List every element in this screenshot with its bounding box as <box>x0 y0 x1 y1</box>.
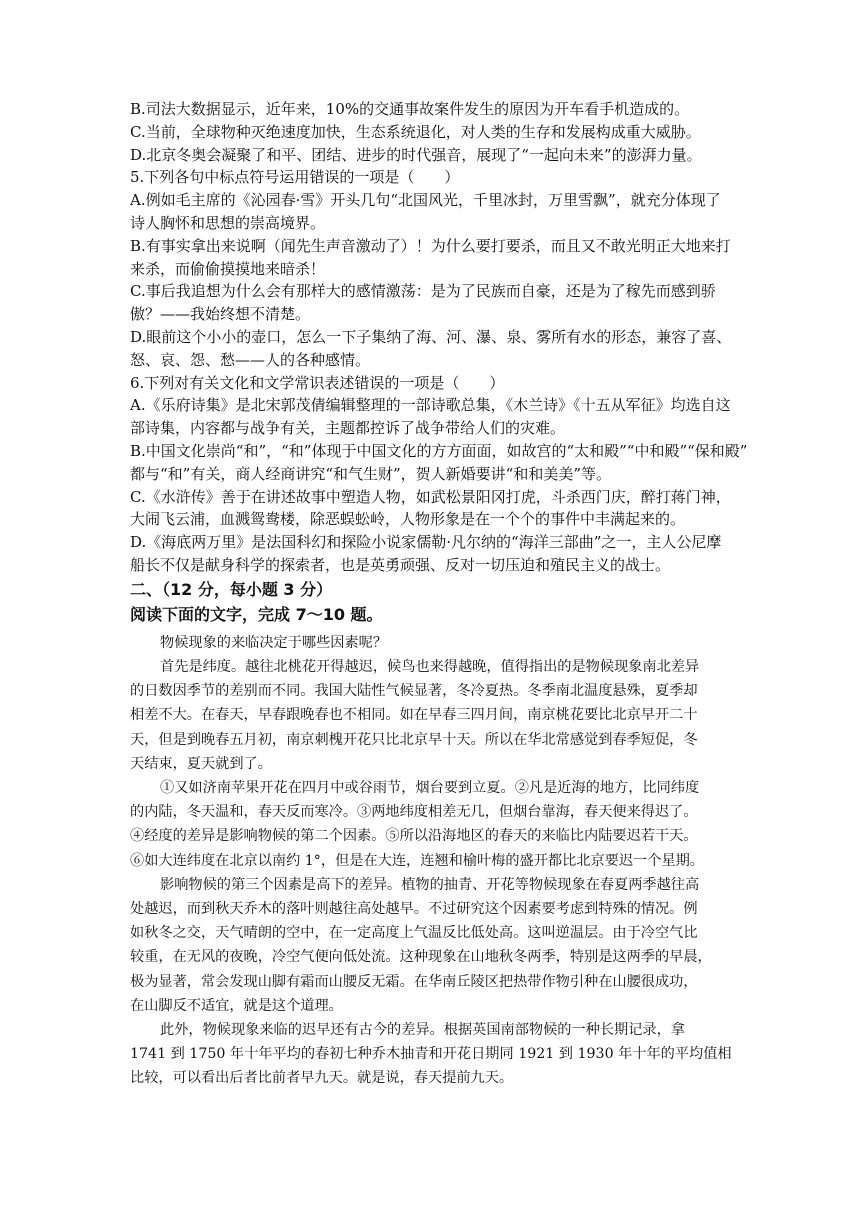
q6-stem: 6.下列对有关文化和文学常识表述错误的一项是（ ） <box>130 373 505 392</box>
q6-option-line: 大闹飞云浦，血溅鸳鸯楼，除恶蜈蚣岭，人物形象是在一个个的事件中丰满起来的。 <box>130 510 686 529</box>
document-body <box>130 98 748 1091</box>
passage-line: 的日数因季节的差别而不同。我国大陆性气候显著，冬冷夏热。冬季南北温度悬殊，夏季却 <box>130 683 698 700</box>
q5-option-line: 傲？——我始终想不清楚。 <box>130 305 311 324</box>
passage-line: 相差不大。在春天，早春跟晚春也不相同。如在早春三四月间，南京桃花要比北京早开二十 <box>130 707 698 724</box>
q5-option-line: D.眼前这个小小的壶口，怎么一下子集纳了海、河、瀑、泉、雾所有水的形态，兼容了喜、 <box>130 327 732 346</box>
passage-line: 处越迟，而到秋天乔木的落叶则越往高处越早。不过研究这个因素要考虑到特殊的情况。例 <box>130 900 698 917</box>
q5-stem: 5.下列各句中标点符号运用错误的一项是（ ） <box>130 168 460 187</box>
passage-title: 物候现象的来临决定于哪些因素呢？ <box>160 634 388 651</box>
passage-line: ④经度的差异是影响物候的第二个因素。⑤所以沿海地区的春天的来临比内陆要迟若干天。 <box>130 828 698 845</box>
passage-line: 比较，可以看出后者比前者早九天。就是说，春天提前九天。 <box>130 1070 514 1087</box>
passage-line: 首先是纬度。越往北桃花开得越迟，候鸟也来得越晚，值得指出的是物候现象南北差异 <box>160 658 700 675</box>
q5-option-line: C.事后我追想为什么会有那样大的感情激荡：是为了民族而自豪，还是为了稼先而感到骄 <box>130 282 716 301</box>
q4-option-d: D.北京冬奥会凝聚了和平、团结、进步的时代强音，展现了“一起向未来”的澎湃力量。 <box>130 145 702 164</box>
passage-line: 影响物候的第三个因素是高下的差异。植物的抽青、开花等物候现象在春夏两季越往高 <box>160 876 700 893</box>
passage-line: 极为显著，常会发现山脚有霜而山腰反无霜。在华南丘陵区把热带作物引种在山腰很成功， <box>130 973 698 990</box>
passage-line: 1741 到 1750 年十年平均的春初七种乔木抽青和开花日期同 1921 到 1930 年十年的平均值相 <box>130 1046 732 1063</box>
q5-option-line: A.例如毛主席的《沁园春·雪》开头几句“北国风光，千里冰封，万里雪飘”，就充分体现了 <box>130 191 721 210</box>
q5-option-line: 怒、哀、怨、愁——人的各种感情。 <box>130 350 371 369</box>
passage-line: 在山脚反不适宜，就是这个道理。 <box>130 997 343 1014</box>
q5-option-line: 来杀，而偷偷摸摸地来暗杀！ <box>130 259 326 278</box>
q6-option-line: B.中国文化崇尚“和”，“和”体现于中国文化的方方面面，如故宫的“太和殿”“中和殿”“保和殿” <box>130 441 748 460</box>
passage-line: ⑥如大连纬度在北京以南约 1°，但是在大连，连翘和榆叶梅的盛开都比北京要迟一个星期。 <box>130 852 704 869</box>
q6-option-line: 部诗集，内容都与战争有关，主题都控诉了战争带给人们的灾难。 <box>130 419 566 438</box>
passage-line: ①又如济南苹果开花在四月中或谷雨节，烟台要到立夏。②凡是近海的地方，比同纬度 <box>160 779 700 796</box>
passage-line: 如秋冬之交，天气晴朗的空中，在一定高度上气温反比低处高。这叫逆温层。由于冷空气比 <box>130 925 698 942</box>
q4-option-b: B.司法大数据显示，近年来，10%的交通事故案件发生的原因为开车看手机造成的。 <box>130 100 690 118</box>
passage-line: 此外，物候现象来临的迟早还有古今的差异。根据英国南部物候的一种长期记录，拿 <box>160 1021 685 1038</box>
q5-option-line: 诗人胸怀和思想的崇高境界。 <box>130 213 326 232</box>
q6-option-line: 船长不仅是献身科学的探索者，也是英勇顽强、反对一切压迫和殖民主义的战士。 <box>130 555 671 574</box>
passage-line: 天，但是到晚春五月初，南京刺槐开花只比北京早十天。所以在华北常感觉到春季短促，冬 <box>130 731 698 748</box>
reading-instruction: 阅读下面的文字，完成 7～10 题。 <box>130 604 383 624</box>
passage-line: 较重，在无风的夜晚，冷空气便向低处流。这种现象在山地秋冬两季，特别是这两季的早晨， <box>130 949 712 966</box>
q4-option-c: C.当前，全球物种灭绝速度加快，生态系统退化，对人类的生存和发展构成重大威胁。 <box>130 122 701 141</box>
q6-option-line: C.《水浒传》善于在讲述故事中塑造人物，如武松景阳冈打虎，斗杀西门庆，醉打蒋门神， <box>130 487 731 506</box>
q6-option-line: A.《乐府诗集》是北宋郭茂倩编辑整理的一部诗歌总集，《木兰诗》《十五从军征》均选自这 <box>130 396 731 415</box>
passage-line: 的内陆，冬天温和，春天反而寒冷。③两地纬度相差无几，但烟台靠海，春天便来得迟了。 <box>130 804 698 821</box>
q6-option-line: 都与“和”有关，商人经商讲究“和气生财”，贺人新婚要讲“和和美美”等。 <box>130 464 612 483</box>
section-heading: 二、（12 分，每小题 3 分） <box>130 579 333 599</box>
passage-line: 天结束，夏天就到了。 <box>130 755 272 772</box>
q6-option-line: D.《海底两万里》是法国科幻和探险小说家儒勒·凡尔纳的“海洋三部曲”之一，主人公尼摩 <box>130 533 722 552</box>
q5-option-line: B.有事实拿出来说啊（闻先生声音激动了）！为什么要打要杀，而且又不敢光明正大地来打 <box>130 236 731 255</box>
